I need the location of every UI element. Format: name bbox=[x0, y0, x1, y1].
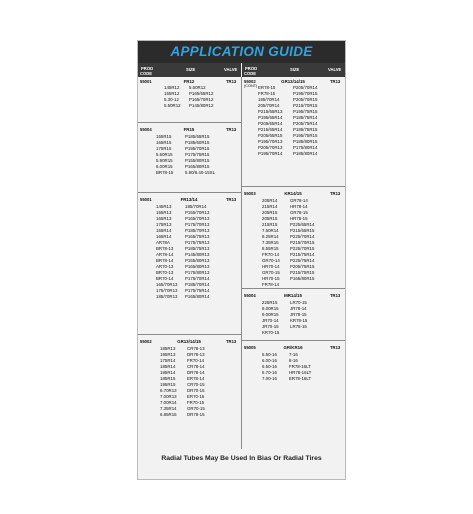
entry-code: 55001 bbox=[140, 197, 152, 202]
size-right: FR78-16LT bbox=[289, 364, 311, 369]
size-right: P215/75R15 bbox=[290, 270, 315, 275]
size-right: P195/70R15 bbox=[185, 146, 210, 151]
size-left: BR78-15 bbox=[156, 170, 174, 175]
size-right: P225/75R14 bbox=[290, 258, 315, 263]
header-size-label: SIZE bbox=[186, 67, 196, 72]
size-left: 6.00-16 bbox=[262, 358, 277, 363]
size-left: 165R15 bbox=[156, 140, 172, 145]
entry-title: FR13/14 bbox=[180, 197, 198, 202]
size-left: AR78-14 bbox=[156, 252, 174, 257]
size-right: P165/80R14 bbox=[185, 294, 210, 299]
size-left: 6.85R15 bbox=[160, 412, 177, 417]
size-list bbox=[164, 85, 213, 109]
size-right: P145/80R13 bbox=[185, 252, 210, 257]
size-right: KR78-15 bbox=[290, 318, 308, 323]
size-left: 5.60R15 bbox=[156, 152, 173, 157]
size-right: FR70-14 bbox=[187, 358, 205, 363]
size-right: 5.60R12 bbox=[189, 85, 206, 90]
size-list bbox=[262, 352, 311, 382]
entry-kr14-15 bbox=[242, 189, 345, 289]
entry-gr-kr16 bbox=[242, 343, 345, 449]
entry-valve: TR13 bbox=[226, 127, 237, 132]
size-right: P225/70R14 bbox=[290, 234, 315, 239]
size-left: 205R15 bbox=[262, 210, 278, 215]
size-right: ER78-14 bbox=[187, 376, 205, 381]
size-right: P155/70R13 bbox=[185, 210, 210, 215]
size-row bbox=[262, 376, 311, 382]
size-right: DR78-15 bbox=[187, 412, 205, 417]
size-left: FR70-14 bbox=[262, 252, 280, 257]
size-left: 215R14 bbox=[262, 204, 278, 209]
size-right: P195/75R15 bbox=[293, 133, 318, 138]
size-left: 185R13 bbox=[160, 346, 176, 351]
size-left: 7.00R13 bbox=[160, 394, 177, 399]
size-row bbox=[262, 282, 314, 288]
size-list bbox=[156, 134, 215, 176]
entry-valve: TR13 bbox=[226, 339, 237, 344]
size-left: AR78A bbox=[156, 240, 170, 245]
size-left: 195R13 bbox=[160, 352, 176, 357]
size-left: BR70-14 bbox=[156, 276, 174, 281]
size-left: 155R12 bbox=[164, 91, 180, 96]
size-list bbox=[156, 204, 209, 300]
size-left: 155R14 bbox=[156, 228, 172, 233]
header-prod-label: PROD bbox=[245, 66, 258, 71]
size-row bbox=[156, 170, 215, 176]
size-left: 175/70R13 bbox=[156, 288, 178, 293]
header-valve-label: VALVE bbox=[328, 67, 342, 72]
entry-fr15 bbox=[138, 125, 241, 193]
size-left: 6.70-16 bbox=[262, 370, 277, 375]
entry-code: 55002 bbox=[140, 339, 152, 344]
size-left: GR70-15 bbox=[262, 270, 280, 275]
size-left: 5.50-16 bbox=[262, 352, 277, 357]
application-guide-card bbox=[137, 40, 346, 480]
entry-fr12 bbox=[138, 77, 241, 123]
size-left: HR70-15 bbox=[262, 276, 280, 281]
size-right: P165/80R15 bbox=[290, 276, 315, 281]
size-row bbox=[156, 294, 209, 300]
size-left: 175R14 bbox=[160, 358, 176, 363]
size-right: P155/80R15 bbox=[185, 158, 210, 163]
entry-title: GR13/14/15 bbox=[177, 339, 201, 344]
size-right: P185/70R13 bbox=[185, 228, 210, 233]
size-left: P215/65R14 bbox=[258, 127, 283, 132]
size-right: DR78-13 bbox=[187, 352, 205, 357]
size-left: 175R13 bbox=[156, 222, 172, 227]
size-list bbox=[262, 198, 314, 288]
entry-title: KR14/15 bbox=[284, 191, 302, 196]
size-left: 9.00R15 bbox=[262, 312, 279, 317]
size-right: P175/80R14 bbox=[293, 145, 318, 150]
size-left: 6.50-16 bbox=[262, 364, 277, 369]
size-left: 195R15 bbox=[160, 382, 176, 387]
header-code-label: CODE bbox=[140, 71, 153, 76]
size-right: P185/80R14 bbox=[293, 151, 318, 156]
entry-gr13-14-15-cont bbox=[242, 77, 345, 187]
entry-code: 55004 bbox=[140, 127, 152, 132]
size-left: 205R14 bbox=[262, 198, 278, 203]
size-left: P195/65R14 bbox=[258, 115, 283, 120]
entry-code: 55003 bbox=[244, 191, 256, 196]
size-right: P195/70R15 bbox=[293, 91, 318, 96]
header-prod-label: PROD bbox=[141, 66, 154, 71]
size-right: P225/70R15 bbox=[290, 246, 315, 251]
header-valve-label: VALVE bbox=[224, 67, 238, 72]
entry-code: 55002 bbox=[244, 79, 256, 84]
size-left: FR78-14 bbox=[262, 282, 280, 287]
size-left: 7.50R14 bbox=[262, 228, 279, 233]
size-list bbox=[258, 85, 317, 157]
size-left: 175R15 bbox=[156, 146, 172, 151]
entry-valve: TR13 bbox=[330, 79, 341, 84]
size-right: LR78-15 bbox=[290, 324, 307, 329]
size-left: 6.70R13 bbox=[160, 388, 177, 393]
size-right: 7-16 bbox=[289, 352, 298, 357]
size-right: HR78-16LT bbox=[289, 370, 312, 375]
size-left: 185R15 bbox=[160, 376, 176, 381]
size-left: HR70-14 bbox=[262, 264, 280, 269]
entry-continued-note: (CONT) bbox=[244, 84, 258, 88]
size-right: P165/70R12 bbox=[189, 97, 214, 102]
size-left: P205/65R15 bbox=[258, 133, 283, 138]
size-right: P205/70R14 bbox=[293, 85, 318, 90]
entry-title: MR14/15 bbox=[284, 293, 302, 298]
entry-title: FR15 bbox=[183, 127, 195, 132]
size-right: P175/75R13 bbox=[185, 240, 210, 245]
size-right: GR70-15 bbox=[187, 406, 205, 411]
size-left: 5.50R12 bbox=[164, 103, 181, 108]
size-left: 6.00R15 bbox=[156, 164, 173, 169]
size-left: BR78-14 bbox=[156, 258, 174, 263]
size-right: P175/70R14 bbox=[185, 276, 210, 281]
size-left: JR70-15 bbox=[262, 324, 279, 329]
size-right: P215/75R14 bbox=[290, 252, 315, 257]
size-left: 215R15 bbox=[262, 222, 278, 227]
size-right: P185/70R14 bbox=[185, 282, 210, 287]
size-right: P185/75R13 bbox=[185, 246, 210, 251]
size-right: P165/70R13 bbox=[185, 216, 210, 221]
size-left: ER78-15 bbox=[258, 85, 276, 90]
size-right: P215/70R15 bbox=[293, 103, 318, 108]
size-right: P175/75R15 bbox=[185, 152, 210, 157]
size-left: 195/70R14 bbox=[258, 97, 280, 102]
size-right: HR78-15 bbox=[290, 216, 308, 221]
size-left: JR70-14 bbox=[262, 318, 279, 323]
size-right: 8-16 bbox=[289, 358, 298, 363]
size-right: P195/75R15 bbox=[293, 109, 318, 114]
size-right: GR78-15 bbox=[290, 210, 308, 215]
size-left: 165R13 bbox=[156, 216, 172, 221]
entry-valve: TR13 bbox=[330, 191, 341, 196]
size-row bbox=[262, 330, 307, 336]
size-right: P185/80R15 bbox=[293, 139, 318, 144]
size-left: KR70-15 bbox=[262, 330, 280, 335]
size-left: 185R14 bbox=[160, 364, 176, 369]
size-left: BR78-13 bbox=[156, 246, 174, 251]
size-left: 195R14 bbox=[160, 370, 176, 375]
application-table bbox=[138, 77, 345, 449]
size-right: P215/70R15 bbox=[290, 240, 315, 245]
size-right: P165/75R13 bbox=[185, 234, 210, 239]
size-left: P205/65R14 bbox=[258, 121, 283, 126]
size-left: 8.00R15 bbox=[262, 306, 279, 311]
size-right: DR70-15 bbox=[187, 388, 205, 393]
entry-valve: TR13 bbox=[330, 293, 341, 298]
size-left: GR70-14 bbox=[262, 258, 280, 263]
entry-title: GR13/14/15 bbox=[281, 79, 305, 84]
size-right: P185/65R15 bbox=[185, 134, 210, 139]
size-left: 165/70R13 bbox=[156, 282, 178, 287]
size-right: LR70-15 bbox=[290, 300, 307, 305]
size-row bbox=[160, 412, 205, 418]
size-left: 145R13 bbox=[156, 204, 172, 209]
size-right: P175/80R13 bbox=[185, 270, 210, 275]
size-left: AR70-13 bbox=[156, 264, 174, 269]
size-left: FR78-15 bbox=[258, 91, 276, 96]
entry-code: 55001 bbox=[140, 79, 152, 84]
size-left: P195/70R13 bbox=[258, 139, 283, 144]
guide-title: APPLICATION GUIDE bbox=[138, 41, 345, 63]
size-left: 205/70R14 bbox=[258, 103, 280, 108]
entry-valve: TR13 bbox=[226, 197, 237, 202]
header-size-label: SIZE bbox=[290, 67, 300, 72]
size-right: P175/70R13 bbox=[185, 222, 210, 227]
header-code-label: CODE bbox=[244, 71, 257, 76]
size-right: P165/65R12 bbox=[189, 91, 214, 96]
size-right: P215/65R15 bbox=[290, 228, 315, 233]
size-left: 155R13 bbox=[156, 210, 172, 215]
size-right: P185/60R15 bbox=[185, 140, 210, 145]
size-left: 145R12 bbox=[164, 85, 180, 90]
size-right: 5.90/6.40-15SL bbox=[185, 170, 216, 175]
size-list bbox=[262, 300, 307, 336]
size-left: 165R14 bbox=[156, 234, 172, 239]
size-left: P195/70R14 bbox=[258, 151, 283, 156]
size-row bbox=[258, 151, 317, 157]
entry-mr14-15 bbox=[242, 291, 345, 341]
size-left: 7.35R14 bbox=[160, 406, 177, 411]
size-left: BR70-13 bbox=[156, 270, 174, 275]
size-left: P205/70R13 bbox=[258, 145, 283, 150]
size-right: P205/75R14 bbox=[293, 121, 318, 126]
size-right: CR70-15 bbox=[187, 382, 205, 387]
size-left: 7.00-16 bbox=[262, 376, 277, 381]
entry-valve: TR13 bbox=[330, 345, 341, 350]
entry-code: 55005 bbox=[244, 345, 256, 350]
size-right: GR78-14 bbox=[290, 198, 308, 203]
size-right: P185/75R14 bbox=[293, 115, 318, 120]
size-left: P215/65R13 bbox=[258, 109, 283, 114]
size-right: JR78-14 bbox=[290, 306, 307, 311]
size-left: 7.00R14 bbox=[160, 400, 177, 405]
size-right: DR78-14 bbox=[187, 370, 205, 375]
size-right: FR70-15 bbox=[187, 400, 205, 405]
size-right: P205/70R15 bbox=[293, 97, 318, 102]
size-right: P185/75R15 bbox=[293, 127, 318, 132]
entry-title: FR12 bbox=[183, 79, 195, 84]
entry-fr13-14 bbox=[138, 195, 241, 335]
size-right: JR78-15 bbox=[290, 312, 307, 317]
size-right: CR78-13 bbox=[187, 346, 205, 351]
size-left: 225R15 bbox=[262, 300, 278, 305]
size-left: 5.90R15 bbox=[156, 158, 173, 163]
entry-gr13-14-15 bbox=[138, 337, 241, 449]
size-left: 185/70R13 bbox=[156, 294, 178, 299]
size-left: 5.30-12 bbox=[164, 97, 179, 102]
entry-valve: TR13 bbox=[226, 79, 237, 84]
size-right: HR78-14 bbox=[290, 204, 308, 209]
size-right: P175/75R14 bbox=[185, 288, 210, 293]
size-left: 8.55R15 bbox=[262, 246, 279, 251]
size-right: P205/75R15 bbox=[290, 264, 315, 269]
size-right: ER70-15 bbox=[187, 394, 205, 399]
size-right: P155/80R13 bbox=[185, 258, 210, 263]
size-row bbox=[164, 103, 213, 109]
size-left: 8.25R14 bbox=[262, 234, 279, 239]
size-right: P145/80R12 bbox=[189, 103, 214, 108]
left-column-header bbox=[138, 63, 241, 77]
size-left: 7.35R15 bbox=[262, 240, 279, 245]
size-right: P225/65R14 bbox=[290, 222, 315, 227]
size-right: 185/70R14 bbox=[185, 204, 207, 209]
size-list bbox=[160, 346, 205, 418]
size-right: P165/80R15 bbox=[185, 164, 210, 169]
size-right: P165/80R13 bbox=[185, 264, 210, 269]
footer-note: Radial Tubes May Be Used In Bias Or Radial Tires bbox=[161, 455, 322, 462]
size-right: CR78-14 bbox=[187, 364, 205, 369]
entry-title: GR/KR16 bbox=[283, 345, 303, 350]
size-left: 205R15 bbox=[262, 216, 278, 221]
size-right: ER78-16LT bbox=[289, 376, 312, 381]
right-column-header bbox=[242, 63, 345, 77]
entry-code: 55004 bbox=[244, 293, 256, 298]
size-left: 155R15 bbox=[156, 134, 172, 139]
